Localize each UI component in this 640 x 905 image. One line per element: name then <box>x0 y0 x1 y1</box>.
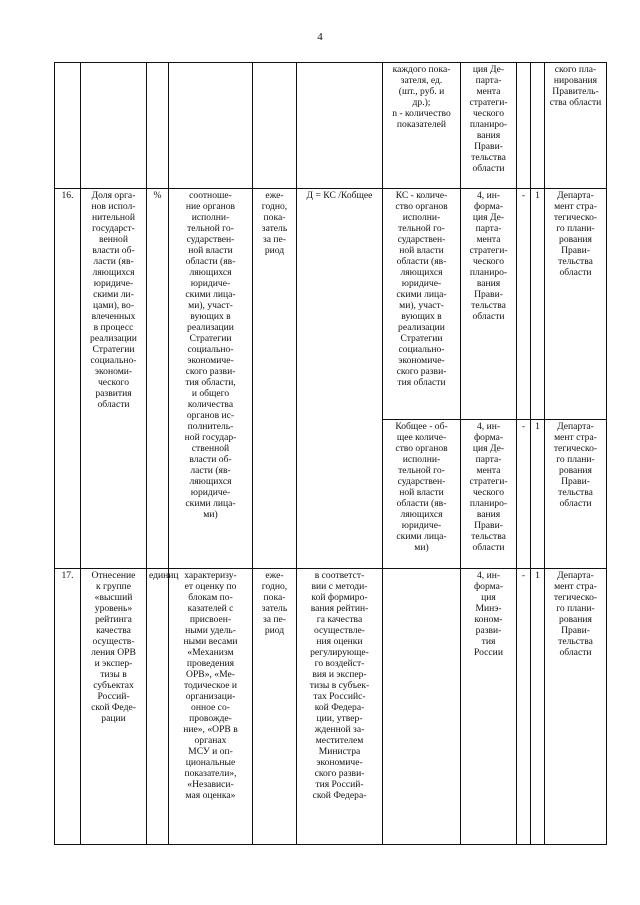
table-row <box>55 63 607 189</box>
base-indicator <box>383 569 461 845</box>
formula: в соответст- вии с методи- кой формиро- вания рейтин- га качества осуществле- ния оценки регулирующе- го воздейст- вия и экспер- тизы в субъек- тах Российс- кой Федера- ции, утвер- жденной за- местителем Министра экономиче- ского разви- тия Россий- ской Федера- <box>297 569 383 845</box>
data-source: 4, ин- форма- ция Минэ- коном- разви- тия России <box>461 569 517 845</box>
base-indicator: Кобщее - об- щее количе- ство органов исполни- тельной го- сударствен- ной власти области (яв- ляющихся юридиче- скими лица- ми) <box>383 420 461 569</box>
definition: характеризу- ет оценку по блокам по- казателей с присвоен- ными удель- ными весами «Механизм проведения ОРВ», «Ме- тодическое и организаци- онное со- провожде- ние», «ОРВ в органах МСУ и оп- циональные показатели», «Независи- мая оценка» <box>169 569 253 845</box>
indicator-name <box>81 63 147 189</box>
formula: Д = КС /Кобщее <box>297 189 383 569</box>
table-row <box>55 189 607 420</box>
definition <box>169 63 253 189</box>
periodicity: еже- годно, пока- затель за пе- риод <box>253 569 297 845</box>
table-row <box>55 569 607 845</box>
row-number: 16. <box>55 189 81 569</box>
unit: единиц <box>147 569 169 845</box>
method-code-2: 1 <box>531 569 545 845</box>
unit: % <box>147 189 169 569</box>
data-source: 4, ин- форма- ция Де- парта- мента стратеги- ческого планиро- вания Прави- тельства области <box>461 420 517 569</box>
unit <box>147 63 169 189</box>
indicator-name: Отнесение к группе «высший уровень» рейтинга качества осуществ- ления ОРВ и экспер- тизы в субъектах Россий- ской Феде- рации <box>81 569 147 845</box>
formula <box>297 63 383 189</box>
indicators-table <box>54 62 607 845</box>
definition: соотноше- ние органов исполни- тельной го- сударствен- ной власти области (яв- ляющихся юридиче- скими лица- ми), участ- вующих в реализации Стратегии социально- экономиче- ского разви- тия области, и общего количества органов ис- полнитель- ной государ- ственной власти об- ласти (яв- ляющихся юридиче- скими лица- ми) <box>169 189 253 569</box>
responsible-body: Департа- мент стра- тегическо- го плани- рования Прави- тельства области <box>545 420 607 569</box>
responsible-body: ского пла- нирования Правитель- ства области <box>545 63 607 189</box>
method-code-1: - <box>517 420 531 569</box>
responsible-body: Департа- мент стра- тегическо- го плани- рования Прави- тельства области <box>545 569 607 845</box>
method-code-1: - <box>517 189 531 420</box>
responsible-body: Департа- мент стра- тегическо- го плани- рования Прави- тельства области <box>545 189 607 420</box>
data-source: ция Де- парта- мента стратеги- ческого планиро- вания Прави- тельства области <box>461 63 517 189</box>
page-number: 4 <box>317 31 323 43</box>
method-code-1: - <box>517 569 531 845</box>
row-number: 17. <box>55 569 81 845</box>
indicator-name: Доля орга- нов испол- нительной государст- венной власти об- ласти (яв- ляющихся юридиче- скими ли- цами), во- влеченных в процесс реализации Стратегии социально- экономи- ческого развития области <box>81 189 147 569</box>
method-code-2 <box>531 63 545 189</box>
row-number <box>55 63 81 189</box>
periodicity: еже- годно, пока- затель за пе- риод <box>253 189 297 569</box>
data-source: 4, ин- форма- ция Де- парта- мента стратеги- ческого планиро- вания Прави- тельства области <box>461 189 517 420</box>
method-code-1 <box>517 63 531 189</box>
periodicity <box>253 63 297 189</box>
method-code-2: 1 <box>531 189 545 420</box>
base-indicator: каждого пока- зателя, ед. (шт., руб. и др.); n - количество показателей <box>383 63 461 189</box>
base-indicator: КС - количе- ство органов исполни- тельной го- сударствен- ной власти области (яв- ляющихся юридиче- скими лица- ми), участ- вующих в реализации Стратегии социально- экономиче- ского разви- тия области <box>383 189 461 420</box>
method-code-2: 1 <box>531 420 545 569</box>
